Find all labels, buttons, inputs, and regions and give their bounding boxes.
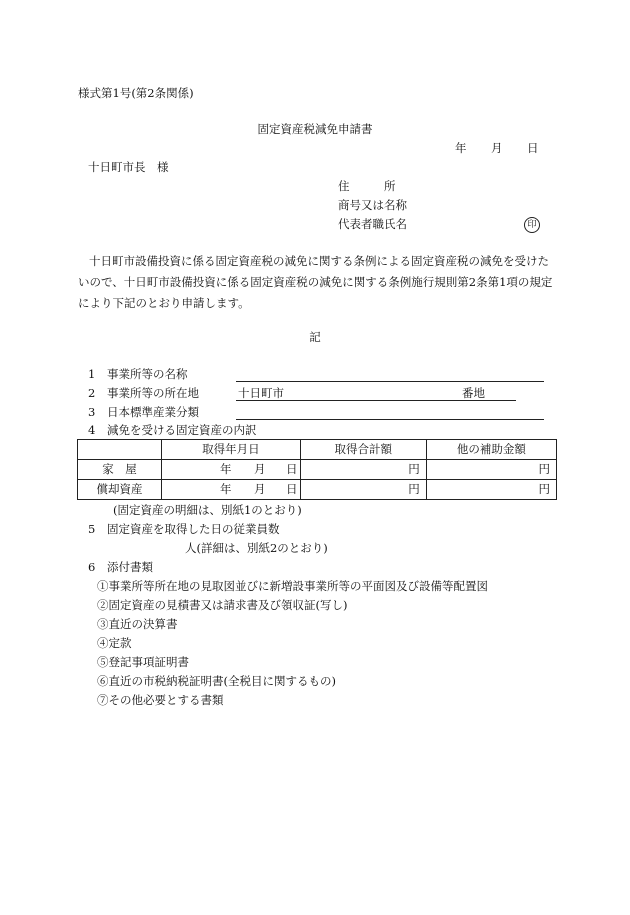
date-day-label: 日 bbox=[527, 141, 539, 155]
date-day-unit: 日 bbox=[286, 462, 298, 476]
industry-classification-field[interactable] bbox=[236, 419, 544, 420]
date-year-label: 年 bbox=[455, 141, 467, 155]
addressee: 十日町市長 様 bbox=[88, 160, 169, 174]
attachment-item: ⑥直近の市税納税証明書(全税目に関するもの) bbox=[97, 674, 336, 688]
form-number: 様式第1号(第2条関係) bbox=[78, 86, 194, 100]
location-banchi: 番地 bbox=[462, 386, 485, 400]
item-4-number: 4 bbox=[88, 423, 96, 437]
item-4-label: 減免を受ける固定資産の内訳 bbox=[107, 423, 257, 437]
date-day-unit: 日 bbox=[286, 482, 298, 496]
item-6-label: 添付書類 bbox=[107, 560, 153, 574]
representative-label: 代表者職氏名 bbox=[338, 217, 407, 231]
attachment-item: ⑦その他必要とする書類 bbox=[97, 693, 224, 707]
header-cell-blank bbox=[78, 440, 162, 460]
item-3-number: 3 bbox=[88, 405, 96, 419]
seal-mark: 印 bbox=[524, 217, 540, 233]
attachment-item: ①事業所等所在地の見取図並びに新増設事業所等の平面図及び設備等配置図 bbox=[97, 579, 488, 593]
ki-heading: 記 bbox=[309, 330, 321, 344]
date-year-unit: 年 bbox=[220, 462, 232, 476]
item-2-number: 2 bbox=[88, 386, 96, 400]
address-label: 住 所 bbox=[338, 179, 396, 193]
date-month-label: 月 bbox=[491, 141, 503, 155]
attachment-item: ②固定資産の見積書又は請求書及び領収証(写し) bbox=[97, 598, 348, 612]
item-2-label: 事業所等の所在地 bbox=[107, 386, 199, 400]
attachment-item: ⑤登記事項証明書 bbox=[97, 655, 189, 669]
table-note: (固定資産の明細は、別紙1のとおり) bbox=[113, 503, 302, 517]
date-month-unit: 月 bbox=[254, 462, 266, 476]
row-label-depreciable-assets: 償却資産 bbox=[78, 480, 162, 500]
attachment-item: ④定款 bbox=[97, 636, 132, 650]
date-year-unit: 年 bbox=[220, 482, 232, 496]
building-subsidy-cell[interactable]: 円 bbox=[426, 460, 556, 480]
item-6-number: 6 bbox=[88, 560, 96, 574]
header-acquisition-date: 取得年月日 bbox=[162, 440, 301, 460]
item-5-label: 固定資産を取得した日の従業員数 bbox=[107, 522, 280, 536]
business-location-field[interactable] bbox=[236, 400, 516, 401]
assets-acquisition-date-cell[interactable] bbox=[162, 480, 301, 500]
table-header-row bbox=[78, 440, 557, 460]
date-month-unit: 月 bbox=[254, 482, 266, 496]
building-total-amount-cell[interactable]: 円 bbox=[300, 460, 426, 480]
item-5-number: 5 bbox=[88, 522, 96, 536]
attachment-item: ③直近の決算書 bbox=[97, 617, 178, 631]
trade-name-label: 商号又は名称 bbox=[338, 198, 407, 212]
header-other-subsidy: 他の補助金額 bbox=[426, 440, 556, 460]
item-1-number: 1 bbox=[88, 367, 96, 381]
assets-total-amount-cell[interactable]: 円 bbox=[300, 480, 426, 500]
assets-subsidy-cell[interactable]: 円 bbox=[426, 480, 556, 500]
row-label-building: 家 屋 bbox=[78, 460, 162, 480]
application-statement bbox=[78, 251, 553, 314]
asset-breakdown-table bbox=[77, 439, 557, 500]
item-3-label: 日本標準産業分類 bbox=[107, 405, 199, 419]
location-city: 十日町市 bbox=[238, 386, 284, 400]
form-title: 固定資産税減免申請書 bbox=[257, 122, 373, 136]
business-name-field[interactable] bbox=[236, 381, 544, 382]
body-text: 十日町市設備投資に係る固定資産税の減免に関する条例による固定資産税の減免を受けたいので、十日町市設備投資に係る固定資産税の減免に関する条例施行規則第2条第1項の規定により下記のとおり申請します。 bbox=[78, 254, 553, 310]
building-acquisition-date-cell[interactable] bbox=[162, 460, 301, 480]
table-row bbox=[78, 480, 557, 500]
employee-count-note: 人(詳細は、別紙2のとおり) bbox=[185, 541, 328, 555]
table-row bbox=[78, 460, 557, 480]
header-total-amount: 取得合計額 bbox=[300, 440, 426, 460]
item-1-label: 事業所等の名称 bbox=[107, 367, 188, 381]
